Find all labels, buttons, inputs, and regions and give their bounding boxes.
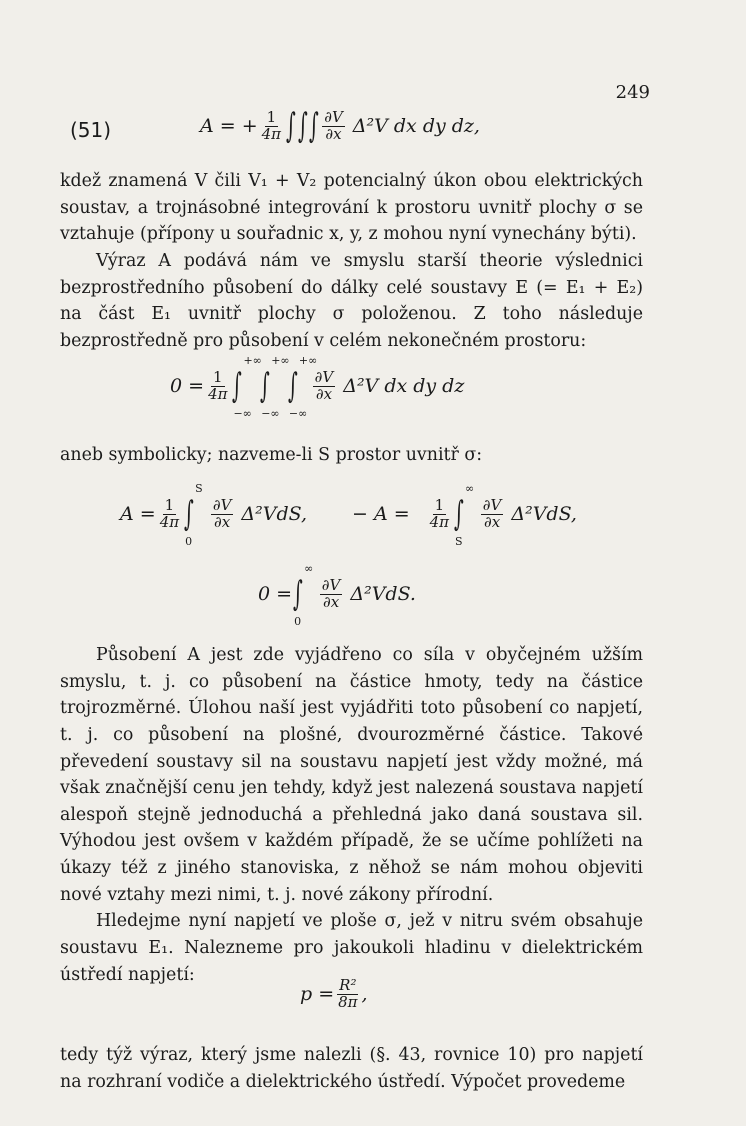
integral-sign: ∫ +∞ −∞: [287, 354, 318, 420]
eq3b-derivative: $\frac{\partial V}{\partial x}$: [482, 495, 502, 531]
body-text-2: [60, 442, 643, 469]
eq3b-tail: Δ²VdS,: [511, 503, 577, 525]
eq3a-derivative: $\frac{\partial V}{\partial x}$: [212, 495, 232, 531]
eq4-derivative: $\frac{\partial V}{\partial x}$: [321, 575, 341, 611]
integral-sign: ∫: [297, 106, 308, 146]
eq3a-tail: Δ²VdS,: [241, 503, 308, 525]
integral-sign: ∫: [286, 106, 296, 146]
equation-5: [300, 978, 368, 1011]
eq5-tail: ,: [361, 983, 368, 1006]
eq5-fraction: $\frac{\text{R²}}{8\pi}$: [338, 976, 358, 1011]
integral-sign: ∫ S 0: [184, 482, 203, 548]
paragraph-2: Výraz A podává nám ve smyslu starší theorie výslednici bezprostředního působení do dálky celé soustavy E (= E₁ + E₂) na část E₁ uvnitř plochy σ položenou. Z toho následuje bezprostředně pro působení v celém nekonečném prostoru:: [60, 250, 643, 351]
eq4-lhs: 0 =: [258, 583, 293, 605]
body-text-3: [60, 642, 643, 988]
equation-4: [258, 562, 416, 628]
paragraph-4: Působení A jest zde vyjádřeno co síla v obyčejném užším smyslu, t. j. co působení na částice hmoty, tedy na částice trojrozměrné. Úlohou naší jest vyjádřiti toto působení co napjetí, t. j. co působení na plošné, dvourozměrné částice. Takové převedení soustavy sil na soustavu napjetí jest vždy možné, má však značnější cenu jen tehdy, když jest nalezená soustava napjetí alespoň stejně jednoduchá a přehledná jako daná soustava sil. Výhodou jest ovšem v každém případě, že se učíme pohlížeti na úkazy též z jiného stanoviska, z něhož se nám mohou objeviti nové vztahy mezi nimi, t. j. nové zákony přírodní.: [60, 645, 643, 905]
integral-sign: ∫ +∞ −∞: [260, 354, 290, 420]
equation-label: (51): [70, 118, 112, 142]
paragraph-5: Hledejme nyní napjetí ve ploše σ, jež v nitru svém obsahuje soustavu E₁. Nalezneme pro jakoukoli hladinu v dielektrickém ústředí napjetí:: [60, 911, 643, 985]
eq1-derivative: $\frac{\partial V}{\partial x}$: [324, 107, 343, 143]
integral-sign: ∫: [309, 106, 320, 146]
eq3a-lhs: A =: [120, 503, 156, 525]
eq2-lhs: 0 =: [170, 375, 205, 397]
eq4-tail: Δ²VdS.: [350, 583, 416, 605]
equation-1: [200, 106, 480, 146]
paragraph-1: kdež znamená V čili V₁ + V₂ potencialný úkon obou elektrických soustav, a trojnásobné integrování k prostoru uvnitř plochy σ se vztahuje (přípony u souřadnic x, y, z mohou nyní vynechány býti).: [60, 171, 643, 245]
eq1-tail: Δ²V dx dy dz,: [352, 115, 480, 137]
eq3a-fraction: $\frac{1}{4\pi}$: [159, 495, 180, 531]
integral-sign: ∫ +∞ −∞: [232, 354, 262, 420]
eq3b-fraction: $\frac{1}{4\pi}$: [429, 495, 450, 531]
equation-2: [170, 354, 465, 420]
integral-sign: ∫ ∞ 0: [293, 562, 314, 628]
eq1-fraction: $\frac{1}{4\pi}$: [261, 107, 282, 143]
paragraph-3: aneb symbolicky; nazveme-li S prostor uvnitř σ:: [60, 445, 483, 465]
eq2-derivative: $\frac{\partial V}{\partial x}$: [314, 367, 334, 403]
eq2-tail: Δ²V dx dy dz: [343, 375, 465, 397]
eq2-fraction: $\frac{1}{4\pi}$: [208, 367, 228, 403]
eq1-lhs: A = +: [200, 115, 258, 137]
body-text-4: [60, 1042, 643, 1095]
integral-sign: ∫ ∞ S: [454, 482, 475, 548]
body-text-1: [60, 168, 643, 354]
page-number: 249: [615, 82, 650, 103]
equation-3b: [352, 482, 577, 548]
eq3b-lhs: − A =: [352, 503, 410, 525]
equation-3a: [120, 482, 308, 548]
paragraph-6: tedy týž výraz, který jsme nalezli (§. 43, rovnice 10) pro napjetí na rozhraní vodiče a dielektrického ústředí. Výpočet provedeme: [60, 1045, 643, 1092]
eq5-lhs: p =: [300, 983, 335, 1006]
